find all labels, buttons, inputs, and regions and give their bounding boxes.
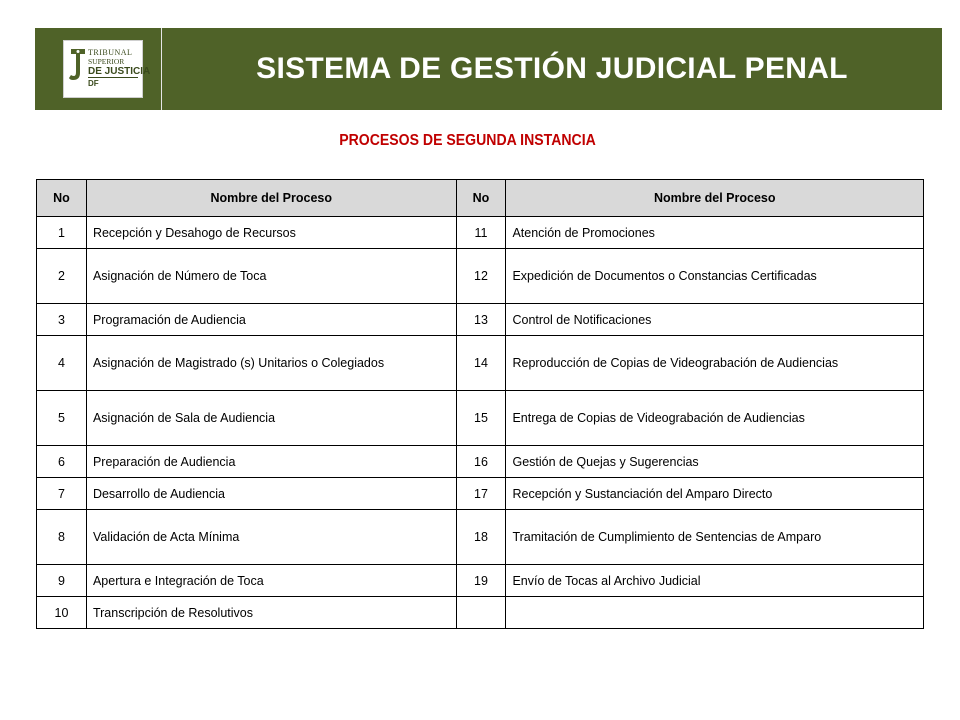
table-row xyxy=(37,391,924,446)
table-row xyxy=(37,249,924,304)
cell-process-left: Programación de Audiencia xyxy=(86,304,456,336)
tribunal-logo xyxy=(63,40,151,98)
cell-no-right: 17 xyxy=(456,478,506,510)
cell-no-left: 9 xyxy=(37,565,87,597)
cell-no-left: 7 xyxy=(37,478,87,510)
column-header-no-1: No xyxy=(37,180,87,217)
cell-no-right: 13 xyxy=(456,304,506,336)
cell-no-left: 3 xyxy=(37,304,87,336)
cell-process-right: Reproducción de Copias de Videograbación de Audiencias xyxy=(506,336,924,391)
logo-text-line3: DE JUSTICIA xyxy=(88,66,151,77)
table-row xyxy=(37,565,924,597)
cell-no-right: 14 xyxy=(456,336,506,391)
cell-no-left: 2 xyxy=(37,249,87,304)
cell-process-left: Preparación de Audiencia xyxy=(86,446,456,478)
column-header-no-2: No xyxy=(456,180,506,217)
table-row xyxy=(37,217,924,249)
cell-process-left: Validación de Acta Mínima xyxy=(86,510,456,565)
cell-process-right: Gestión de Quejas y Sugerencias xyxy=(506,446,924,478)
cell-process-left: Transcripción de Resolutivos xyxy=(86,597,456,629)
cell-process-right: Tramitación de Cumplimiento de Sentencias de Amparo xyxy=(506,510,924,565)
cell-no-left: 8 xyxy=(37,510,87,565)
header-bar xyxy=(35,28,942,110)
process-table xyxy=(36,179,924,629)
cell-process-right: Atención de Promociones xyxy=(506,217,924,249)
cell-process-right: Expedición de Documentos o Constancias Certificadas xyxy=(506,249,924,304)
cell-no-left: 1 xyxy=(37,217,87,249)
column-header-name-2: Nombre del Proceso xyxy=(506,180,924,217)
table-row xyxy=(37,597,924,629)
cell-process-right: Control de Notificaciones xyxy=(506,304,924,336)
cell-process-left: Desarrollo de Audiencia xyxy=(86,478,456,510)
page-title: SISTEMA DE GESTIÓN JUDICIAL PENAL xyxy=(256,52,848,85)
cell-no-right: 16 xyxy=(456,446,506,478)
cell-process-left: Asignación de Magistrado (s) Unitarios o Colegiados xyxy=(86,336,456,391)
cell-no-right: 19 xyxy=(456,565,506,597)
cell-process-left: Asignación de Número de Toca xyxy=(86,249,456,304)
logo-text-line2: SUPERIOR xyxy=(88,57,125,66)
logo-container xyxy=(35,28,162,110)
cell-no-right: 11 xyxy=(456,217,506,249)
cell-process-right xyxy=(506,597,924,629)
cell-no-right: 12 xyxy=(456,249,506,304)
column-header-name-1: Nombre del Proceso xyxy=(86,180,456,217)
cell-process-left: Recepción y Desahogo de Recursos xyxy=(86,217,456,249)
logo-divider xyxy=(88,77,138,78)
table-row xyxy=(37,304,924,336)
table-row xyxy=(37,510,924,565)
cell-process-right: Entrega de Copias de Videograbación de Audiencias xyxy=(506,391,924,446)
section-subtitle: PROCESOS DE SEGUNDA INSTANCIA xyxy=(339,132,596,149)
cell-no-right: 18 xyxy=(456,510,506,565)
cell-no-left: 10 xyxy=(37,597,87,629)
cell-no-right xyxy=(456,597,506,629)
table-header-row xyxy=(37,180,924,217)
cell-no-left: 6 xyxy=(37,446,87,478)
tribunal-emblem-icon xyxy=(68,47,88,83)
cell-no-right: 15 xyxy=(456,391,506,446)
cell-no-left: 5 xyxy=(37,391,87,446)
logo-text-line4: DF xyxy=(88,79,99,88)
table-row xyxy=(37,336,924,391)
table-row xyxy=(37,446,924,478)
cell-process-right: Envío de Tocas al Archivo Judicial xyxy=(506,565,924,597)
cell-process-left: Apertura e Integración de Toca xyxy=(86,565,456,597)
cell-no-left: 4 xyxy=(37,336,87,391)
cell-process-right: Recepción y Sustanciación del Amparo Directo xyxy=(506,478,924,510)
cell-process-left: Asignación de Sala de Audiencia xyxy=(86,391,456,446)
table-row xyxy=(37,478,924,510)
logo-text-line1: TRIBUNAL xyxy=(88,48,133,57)
